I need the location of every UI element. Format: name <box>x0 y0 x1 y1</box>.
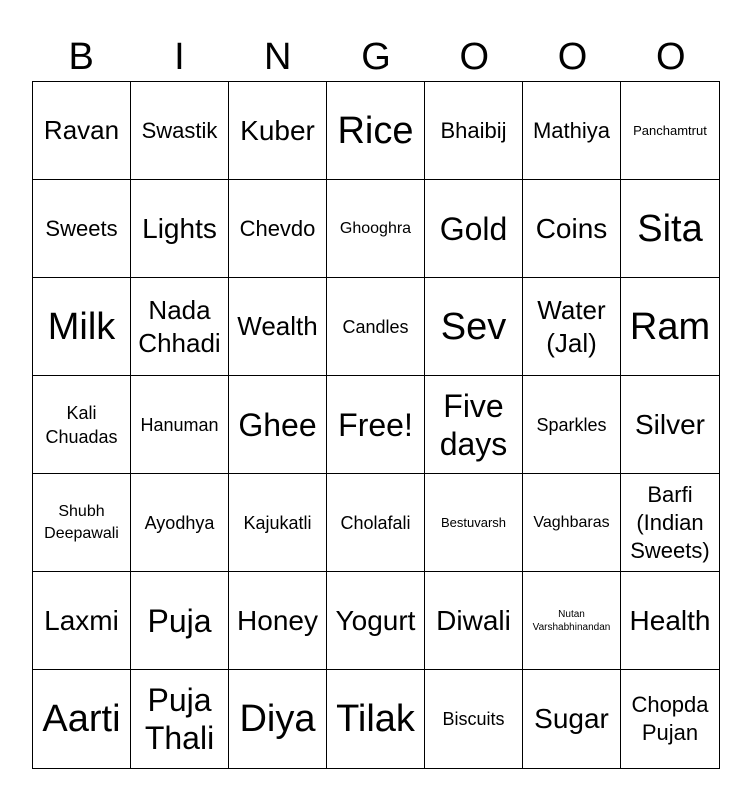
bingo-cell[interactable]: Shubh Deepawali <box>33 474 131 572</box>
bingo-cell[interactable]: Yogurt <box>327 572 425 670</box>
bingo-cell[interactable]: Panchamtrut <box>621 82 719 180</box>
header-letter: I <box>174 36 185 78</box>
bingo-cell[interactable]: Rice <box>327 82 425 180</box>
bingo-cell[interactable]: Ram <box>621 278 719 376</box>
bingo-cell[interactable]: Sweets <box>33 180 131 278</box>
bingo-cell[interactable]: Lights <box>131 180 229 278</box>
bingo-cell[interactable]: Biscuits <box>425 670 523 768</box>
header-letter: B <box>68 36 94 78</box>
bingo-cell[interactable]: Ghee <box>229 376 327 474</box>
bingo-cell[interactable]: Kali Chuadas <box>33 376 131 474</box>
bingo-cell[interactable]: Vaghbaras <box>523 474 621 572</box>
bingo-cell[interactable]: Ghooghra <box>327 180 425 278</box>
bingo-cell[interactable]: Sparkles <box>523 376 621 474</box>
bingo-cell[interactable]: Free! <box>327 376 425 474</box>
bingo-header <box>32 34 720 80</box>
bingo-cell[interactable]: Diya <box>229 670 327 768</box>
bingo-cell[interactable]: Chevdo <box>229 180 327 278</box>
bingo-cell[interactable]: Mathiya <box>523 82 621 180</box>
bingo-cell[interactable]: Puja Thali <box>131 670 229 768</box>
header-letter: G <box>361 36 391 78</box>
bingo-cell[interactable]: Hanuman <box>131 376 229 474</box>
bingo-cell[interactable]: Gold <box>425 180 523 278</box>
bingo-cell[interactable]: Sita <box>621 180 719 278</box>
bingo-cell[interactable]: Aarti <box>33 670 131 768</box>
bingo-cell[interactable]: Health <box>621 572 719 670</box>
bingo-cell[interactable]: Barfi (Indian Sweets) <box>621 474 719 572</box>
bingo-cell[interactable]: Five days <box>425 376 523 474</box>
bingo-cell[interactable]: Candles <box>327 278 425 376</box>
bingo-cell[interactable]: Nada Chhadi <box>131 278 229 376</box>
header-letter: O <box>557 36 588 78</box>
bingo-cell[interactable]: Silver <box>621 376 719 474</box>
bingo-cell[interactable]: Honey <box>229 572 327 670</box>
bingo-cell[interactable]: Tilak <box>327 670 425 768</box>
bingo-cell[interactable]: Puja <box>131 572 229 670</box>
bingo-cell[interactable]: Water (Jal) <box>523 278 621 376</box>
bingo-cell[interactable]: Kajukatli <box>229 474 327 572</box>
bingo-cell[interactable]: Sugar <box>523 670 621 768</box>
bingo-cell[interactable]: Bhaibij <box>425 82 523 180</box>
bingo-grid <box>32 81 720 769</box>
bingo-cell[interactable]: Diwali <box>425 572 523 670</box>
bingo-cell[interactable]: Kuber <box>229 82 327 180</box>
bingo-cell[interactable]: Laxmi <box>33 572 131 670</box>
bingo-cell[interactable]: Milk <box>33 278 131 376</box>
bingo-cell[interactable]: Coins <box>523 180 621 278</box>
bingo-cell[interactable]: Swastik <box>131 82 229 180</box>
bingo-cell[interactable]: Chopda Pujan <box>631 692 709 745</box>
bingo-cell[interactable]: Ayodhya <box>131 474 229 572</box>
bingo-cell[interactable]: Ravan <box>33 82 131 180</box>
header-letter: O <box>459 36 490 78</box>
bingo-cell[interactable]: Sev <box>425 278 523 376</box>
bingo-cell[interactable]: Bestuvarsh <box>425 474 523 572</box>
header-letter: O <box>656 36 686 78</box>
bingo-cell[interactable]: Wealth <box>229 278 327 376</box>
bingo-cell[interactable]: Nutan Varshabhinandan <box>523 572 621 670</box>
bingo-cell[interactable]: Cholafali <box>327 474 425 572</box>
header-letter: N <box>263 36 292 78</box>
